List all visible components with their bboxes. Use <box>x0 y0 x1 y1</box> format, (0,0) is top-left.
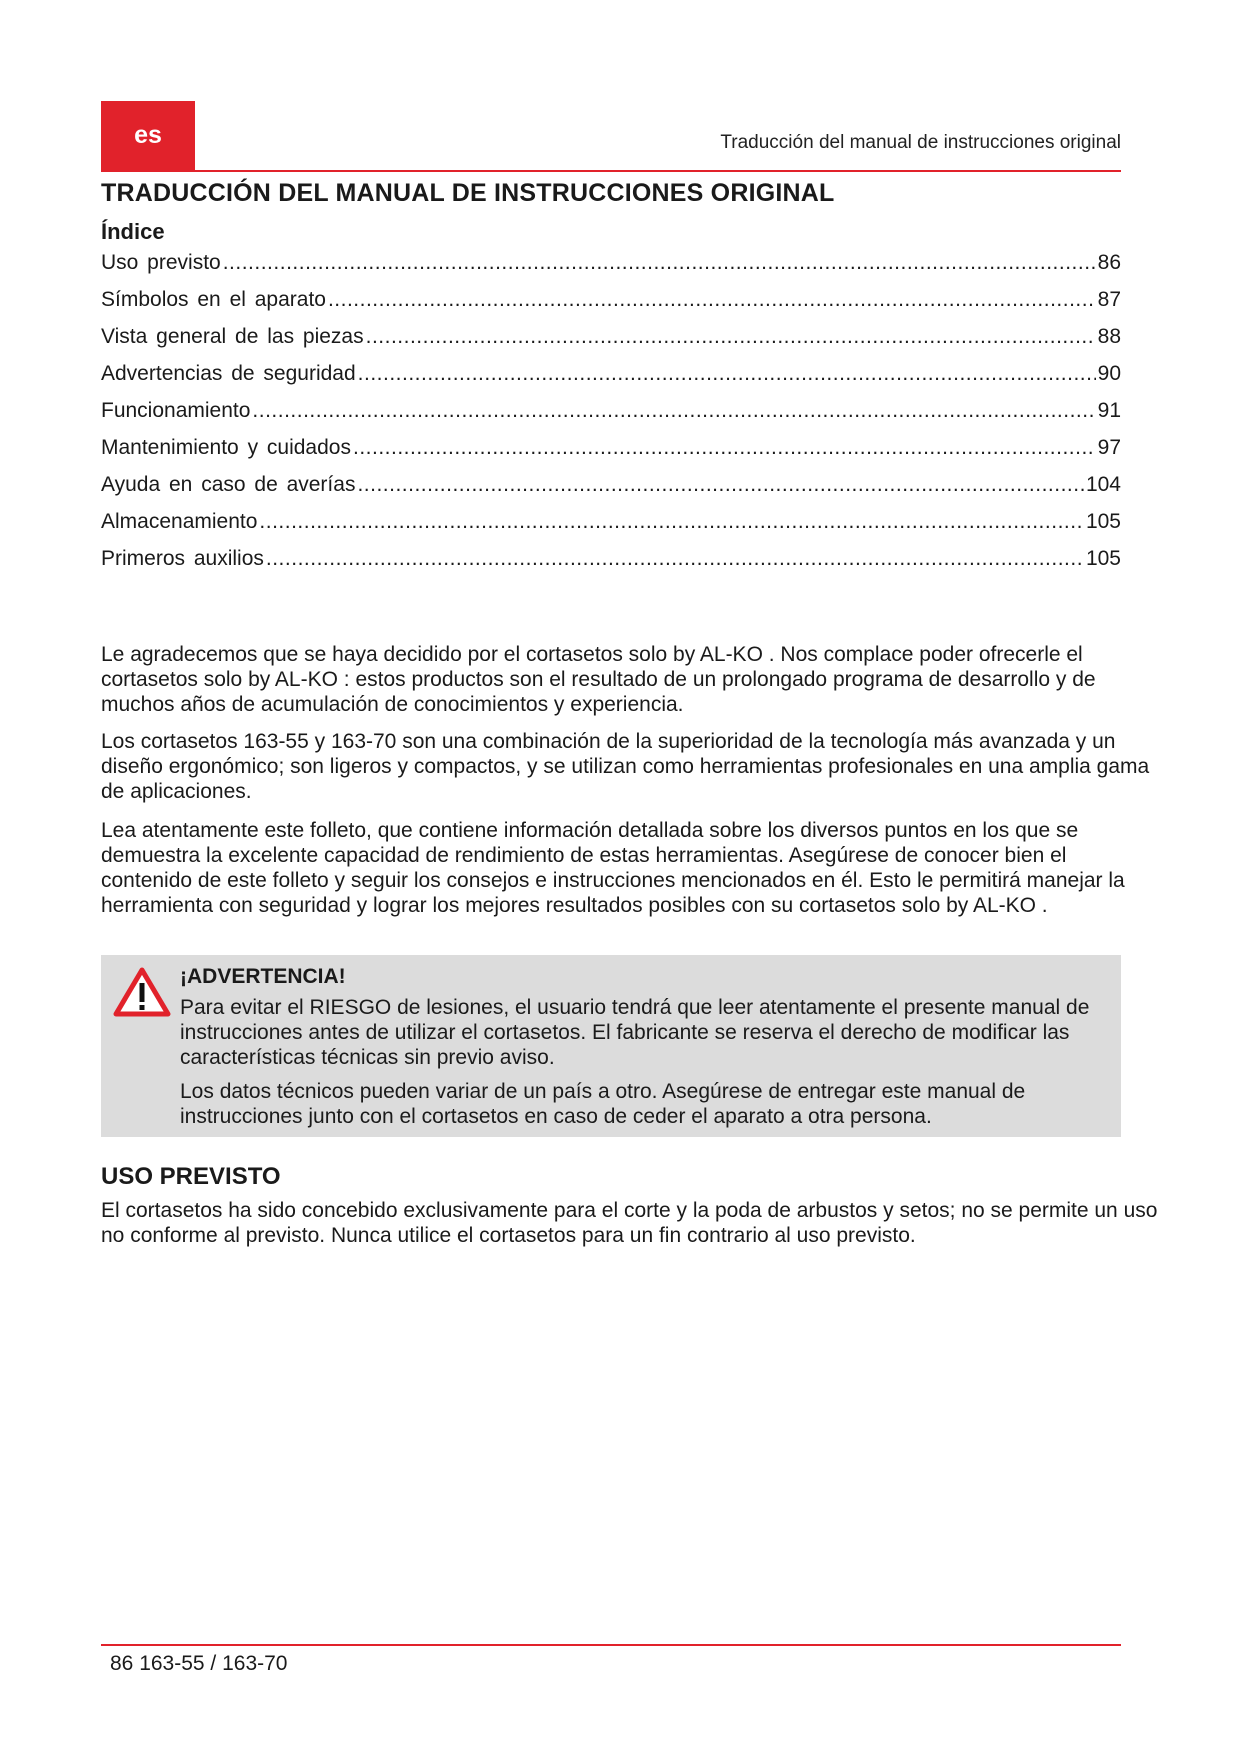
toc-item[interactable] <box>101 362 1121 399</box>
toc-heading: Índice <box>101 219 165 244</box>
toc-item-page: 91 <box>1097 399 1121 422</box>
language-code: es <box>134 121 162 149</box>
toc-leader <box>358 362 1096 386</box>
header-title: Traducción del manual de instrucciones original <box>720 132 1121 153</box>
document-title: TRADUCCIÓN DEL MANUAL DE INSTRUCCIONES ORIGINAL <box>101 179 835 207</box>
intro-paragraph: Los cortasetos 163-55 y 163-70 son una combinación de la superioridad de la tecnología más avanzada y un diseño ergonómico; son ligeros y compactos, y se utilizan como herramientas profesionales en una amplia gama de aplicaciones. <box>101 730 1150 803</box>
warning-text: Los datos técnicos pueden variar de un país a otro. Asegúrese de entregar este manual de instrucciones junto con el cortasetos en caso de ceder el aparato a otra persona. <box>180 1080 1026 1128</box>
toc-item-label: Uso previsto <box>101 251 221 274</box>
toc-leader <box>328 288 1096 312</box>
toc-leader <box>259 510 1084 534</box>
toc-item[interactable] <box>101 547 1121 584</box>
toc-item[interactable] <box>101 251 1121 288</box>
toc-item-page: 88 <box>1097 325 1121 348</box>
toc-item[interactable] <box>101 325 1121 362</box>
toc-item-label: Funcionamiento <box>101 399 251 422</box>
toc-leader <box>353 436 1096 460</box>
toc-item-label: Almacenamiento <box>101 510 258 533</box>
toc-item[interactable] <box>101 436 1121 473</box>
warning-box <box>101 955 1121 1137</box>
warning-triangle-icon <box>112 966 172 1018</box>
header-divider <box>101 170 1121 172</box>
toc-item-page: 104 <box>1085 473 1121 496</box>
toc-leader <box>357 473 1084 497</box>
toc-leader <box>223 251 1096 275</box>
toc-item-page: 90 <box>1097 362 1121 385</box>
section-paragraph: El cortasetos ha sido concebido exclusivamente para el corte y la poda de arbustos y setos; no se permite un uso no conforme al previsto. Nunca utilice el cortasetos para un fin contrario al uso previsto. <box>101 1199 1158 1247</box>
toc-item-page: 105 <box>1085 547 1121 570</box>
toc-item[interactable] <box>101 399 1121 436</box>
toc-item-label: Símbolos en el aparato <box>101 288 326 311</box>
toc-item[interactable] <box>101 473 1121 510</box>
section-heading: USO PREVISTO <box>101 1163 281 1190</box>
footer-page-info: 86 163-55 / 163-70 <box>110 1652 288 1675</box>
warning-text: Para evitar el RIESGO de lesiones, el usuario tendrá que leer atentamente el presente manual de instrucciones antes de utilizar el cortasetos. El fabricante se reserva el derecho de modificar las características técnicas sin previo aviso. <box>180 996 1090 1069</box>
toc-item-page: 86 <box>1097 251 1121 274</box>
toc-item-label: Advertencias de seguridad <box>101 362 356 385</box>
intro-paragraph: Le agradecemos que se haya decidido por el cortasetos solo by AL-KO . Nos complace poder ofrecerle el cortasetos solo by AL-KO : estos productos son el resultado de un prolongado programa de desarrollo y de muchos años de acumulación de conocimientos y experiencia. <box>101 643 1096 716</box>
toc-item-page: 97 <box>1097 436 1121 459</box>
toc-leader <box>266 547 1084 571</box>
warning-title: ¡ADVERTENCIA! <box>180 965 346 988</box>
toc-item[interactable] <box>101 288 1121 325</box>
toc-item-page: 87 <box>1097 288 1121 311</box>
intro-paragraph: Lea atentamente este folleto, que contiene información detallada sobre los diversos puntos en los que se demuestra la excelente capacidad de rendimiento de estas herramientas. Asegúrese de conocer bien el contenido de este folleto y seguir los consejos e instrucciones mencionados en él. Esto le permitirá manejar la herramienta con seguridad y lograr los mejores resultados posibles con su cortasetos solo by AL-KO . <box>101 819 1125 917</box>
toc-item[interactable] <box>101 510 1121 547</box>
toc-item-label: Mantenimiento y cuidados <box>101 436 351 459</box>
footer-divider <box>101 1644 1121 1646</box>
language-tab <box>101 101 195 170</box>
toc-item-label: Ayuda en caso de averías <box>101 473 356 496</box>
toc-item-label: Primeros auxilios <box>101 547 264 570</box>
table-of-contents <box>101 251 1121 584</box>
toc-leader <box>366 325 1096 349</box>
toc-item-page: 105 <box>1085 510 1121 533</box>
toc-item-label: Vista general de las piezas <box>101 325 364 348</box>
toc-leader <box>252 399 1095 423</box>
